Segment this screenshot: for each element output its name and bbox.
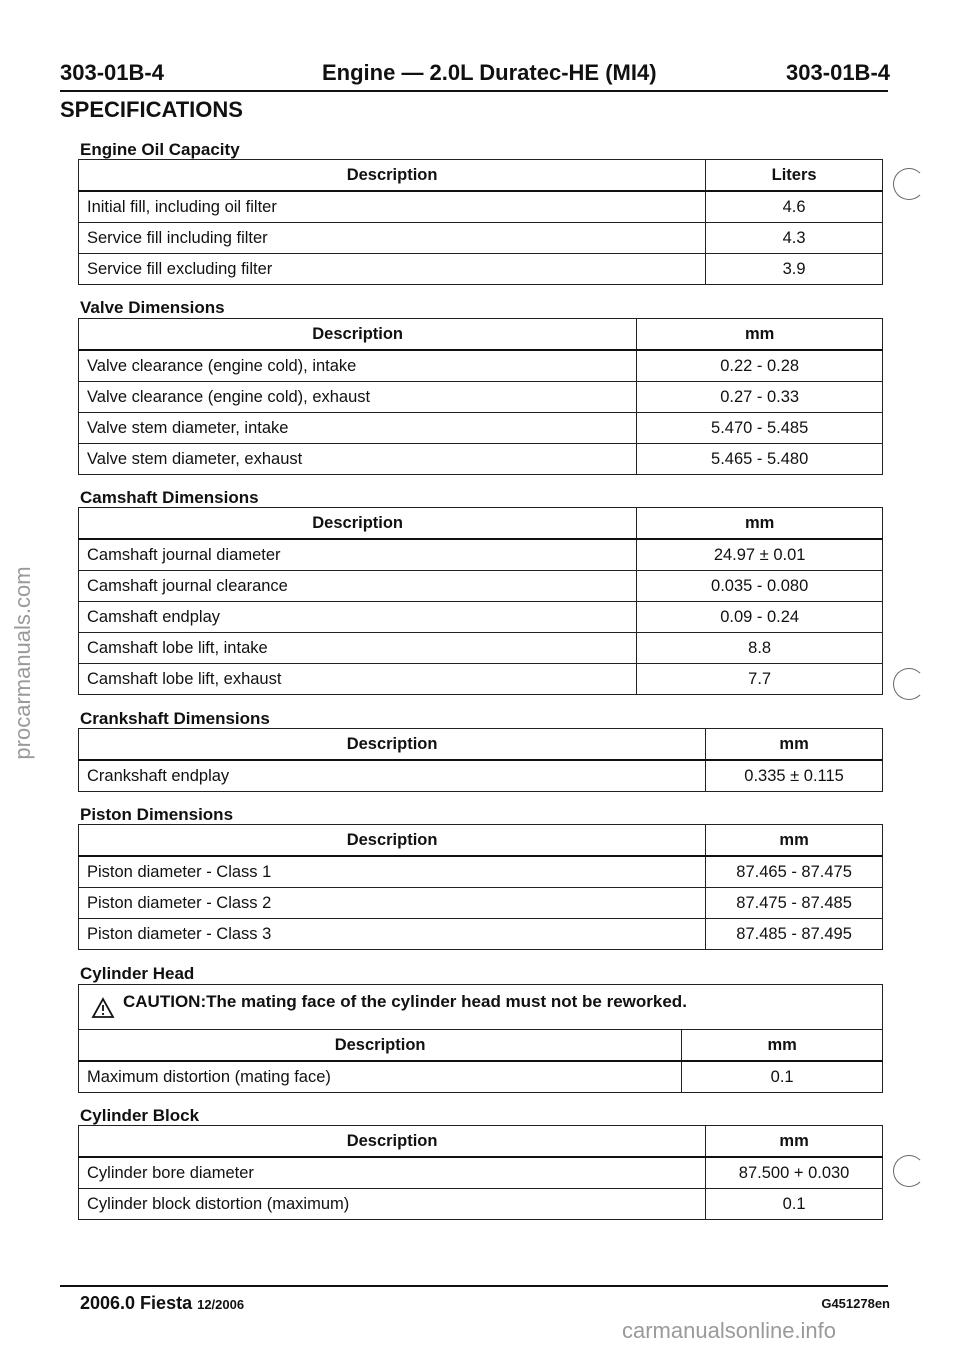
table-row — [79, 633, 883, 664]
column-header: mm — [706, 825, 883, 857]
binder-ring-mark — [893, 168, 925, 200]
row-description: Crankshaft endplay — [79, 760, 706, 792]
column-header: mm — [637, 319, 883, 351]
bottom-watermark: carmanualsonline.info — [622, 1318, 837, 1343]
section-title-crankshaft: Crankshaft Dimensions — [80, 709, 270, 728]
table-row — [79, 444, 883, 475]
table-row — [79, 223, 883, 254]
column-header: mm — [706, 1126, 883, 1158]
column-header: mm — [682, 1030, 883, 1062]
caution-text: CAUTION:The mating face of the cylinder head must not be reworked. — [123, 992, 687, 1011]
header-left-code: 303-01B-4 — [60, 60, 164, 85]
row-description: Camshaft journal diameter — [79, 539, 637, 571]
column-header: Description — [79, 825, 706, 857]
table-row — [79, 571, 883, 602]
row-description: Camshaft lobe lift, intake — [79, 633, 637, 664]
row-value: 0.22 - 0.28 — [637, 350, 883, 382]
table-row — [79, 664, 883, 695]
column-header: Description — [79, 160, 706, 192]
table-row — [79, 350, 883, 382]
row-description: Maximum distortion (mating face) — [79, 1061, 682, 1093]
column-header: Description — [79, 319, 637, 351]
row-description: Piston diameter - Class 2 — [79, 888, 706, 919]
column-header: Description — [79, 1126, 706, 1158]
table-row — [79, 254, 883, 285]
row-value: 5.470 - 5.485 — [637, 413, 883, 444]
row-value: 4.6 — [706, 191, 883, 223]
warning-triangle-icon — [91, 997, 115, 1019]
row-description: Initial fill, including oil filter — [79, 191, 706, 223]
table-header-row — [79, 160, 883, 192]
table-row — [79, 1061, 883, 1093]
table-row — [79, 539, 883, 571]
table-row — [79, 413, 883, 444]
row-description: Service fill excluding filter — [79, 254, 706, 285]
column-header: Description — [79, 729, 706, 761]
column-header: Description — [79, 1030, 682, 1062]
table-header-row — [79, 1030, 883, 1062]
table-row — [79, 760, 883, 792]
page-title: SPECIFICATIONS — [60, 97, 243, 122]
row-value: 0.035 - 0.080 — [637, 571, 883, 602]
footer-model-name: 2006.0 Fiesta — [80, 1293, 193, 1313]
column-header: Liters — [706, 160, 883, 192]
row-value: 87.475 - 87.485 — [706, 888, 883, 919]
column-header: Description — [79, 508, 637, 540]
row-description: Valve clearance (engine cold), intake — [79, 350, 637, 382]
row-value: 7.7 — [637, 664, 883, 695]
header-title: Engine — 2.0L Duratec-HE (MI4) — [322, 60, 657, 85]
table-row — [79, 856, 883, 888]
footer-rule — [60, 1285, 888, 1287]
table-row — [79, 382, 883, 413]
table-header-row — [79, 729, 883, 761]
column-header: mm — [637, 508, 883, 540]
table-row — [79, 919, 883, 950]
footer-date: 12/2006 — [197, 1297, 245, 1312]
section-title-cylinder-head: Cylinder Head — [80, 964, 195, 983]
table-header-row — [79, 1126, 883, 1158]
piston-dimensions-table — [78, 824, 883, 950]
row-description: Valve clearance (engine cold), exhaust — [79, 382, 637, 413]
table-header-row — [79, 825, 883, 857]
row-value: 87.485 - 87.495 — [706, 919, 883, 950]
section-title-valve: Valve Dimensions — [80, 298, 225, 317]
row-description: Valve stem diameter, exhaust — [79, 444, 637, 475]
row-description: Piston diameter - Class 3 — [79, 919, 706, 950]
section-title-camshaft: Camshaft Dimensions — [80, 488, 259, 507]
row-value: 0.1 — [682, 1061, 883, 1093]
row-description: Valve stem diameter, intake — [79, 413, 637, 444]
table-row — [79, 888, 883, 919]
camshaft-dimensions-table — [78, 507, 883, 695]
section-title-piston: Piston Dimensions — [80, 805, 234, 824]
header-rule — [60, 90, 888, 92]
binder-ring-mark — [893, 1155, 925, 1187]
footer-model — [80, 1293, 244, 1314]
footer-code: G451278en — [821, 1296, 890, 1311]
row-value: 0.335 ± 0.115 — [706, 760, 883, 792]
table-row — [79, 191, 883, 223]
section-title-oil: Engine Oil Capacity — [80, 140, 240, 159]
row-value: 24.97 ± 0.01 — [637, 539, 883, 571]
row-value: 0.27 - 0.33 — [637, 382, 883, 413]
table-row — [79, 602, 883, 633]
cylinder-block-table — [78, 1125, 883, 1220]
row-value: 4.3 — [706, 223, 883, 254]
row-description: Camshaft journal clearance — [79, 571, 637, 602]
crankshaft-dimensions-table — [78, 728, 883, 792]
binder-ring-mark — [893, 668, 925, 700]
section-title-cylinder-block: Cylinder Block — [80, 1106, 200, 1125]
column-header: mm — [706, 729, 883, 761]
row-description: Cylinder bore diameter — [79, 1157, 706, 1189]
row-description: Piston diameter - Class 1 — [79, 856, 706, 888]
row-value: 5.465 - 5.480 — [637, 444, 883, 475]
row-value: 0.1 — [706, 1189, 883, 1220]
row-description: Cylinder block distortion (maximum) — [79, 1189, 706, 1220]
cylinder-head-table — [78, 1029, 883, 1093]
row-description: Camshaft endplay — [79, 602, 637, 633]
row-value: 87.465 - 87.475 — [706, 856, 883, 888]
side-watermark-text: procarmanuals.com — [10, 566, 35, 760]
table-header-row — [79, 319, 883, 351]
row-value: 0.09 - 0.24 — [637, 602, 883, 633]
row-value: 8.8 — [637, 633, 883, 664]
oil-capacity-table — [78, 159, 883, 285]
table-row — [79, 1189, 883, 1220]
table-header-row — [79, 508, 883, 540]
side-watermark — [8, 530, 38, 800]
row-value: 87.500 + 0.030 — [706, 1157, 883, 1189]
caution-box — [78, 984, 883, 1030]
row-description: Camshaft lobe lift, exhaust — [79, 664, 637, 695]
header-right-code: 303-01B-4 — [786, 60, 890, 85]
row-value: 3.9 — [706, 254, 883, 285]
table-row — [79, 1157, 883, 1189]
row-description: Service fill including filter — [79, 223, 706, 254]
valve-dimensions-table — [78, 318, 883, 475]
